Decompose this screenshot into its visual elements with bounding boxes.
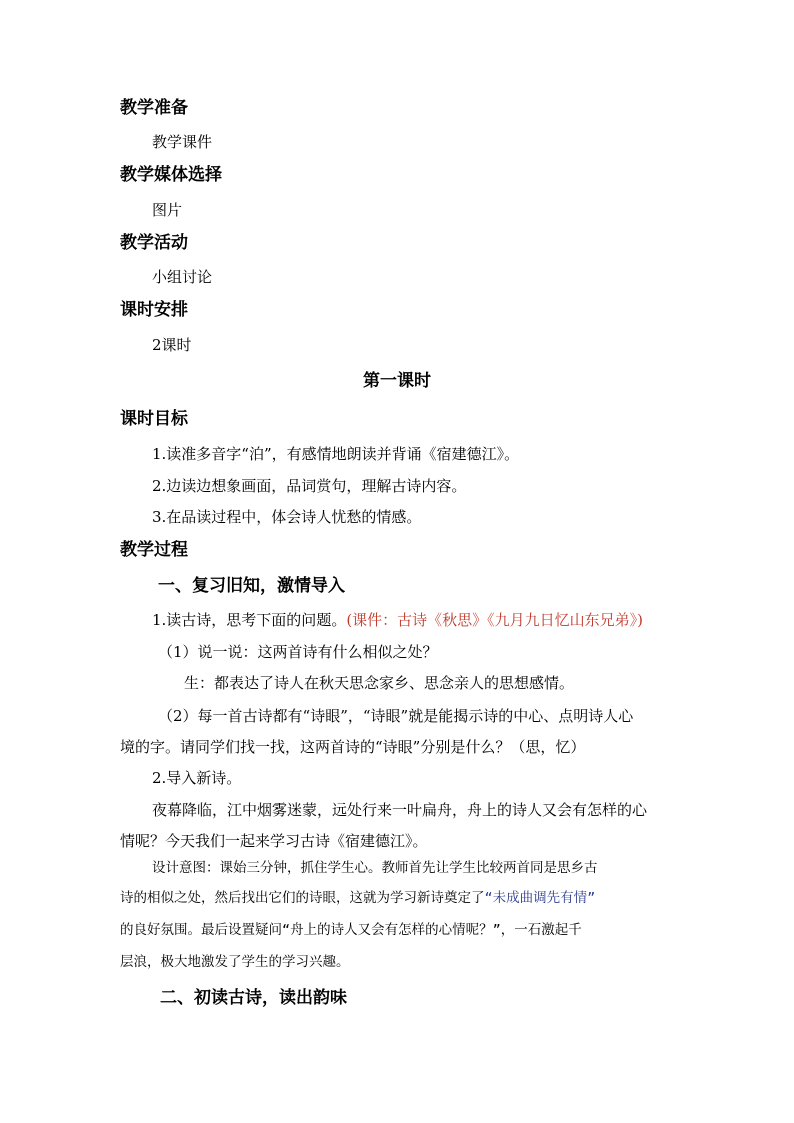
design-note-line: 层浪，极大地激发了学生的学习兴趣。 bbox=[120, 954, 350, 970]
lesson-title: 第一课时 bbox=[363, 371, 431, 391]
goal-item: 3.在品读过程中，体会诗人忧愁的情感。 bbox=[152, 508, 422, 526]
goal-item: 2.边读边想象画面，品词赏句，理解古诗内容。 bbox=[152, 477, 467, 495]
part1-heading: 一、复习旧知，激情导入 bbox=[158, 576, 345, 596]
goal-item: 1.读准多音字“泊”，有感情地朗读并背诵《宿建德江》。 bbox=[152, 445, 520, 463]
intro-paragraph-cont: 情呢？今天我们一起来学习古诗《宿建德江》。 bbox=[120, 832, 428, 850]
question-2: 2.导入新诗。 bbox=[152, 769, 242, 787]
question-1-sub-2: （2）每一首古诗都有“诗眼”，“诗眼”就是能揭示诗的中心、点明诗人心 bbox=[158, 707, 634, 725]
student-answer: 生：都表达了诗人在秋天思念家乡、思念亲人的思想感情。 bbox=[184, 674, 575, 692]
question-1-sub-2-cont: 境的字。请同学们找一找，这两首诗的“诗眼”分别是什么？（思，忆） bbox=[120, 738, 586, 756]
schedule-text: 2课时 bbox=[152, 336, 192, 354]
question-1 bbox=[152, 609, 643, 631]
prep-text: 教学课件 bbox=[152, 133, 213, 151]
media-text: 图片 bbox=[152, 201, 183, 219]
design-note-quote: “未成曲调先有情” bbox=[484, 890, 596, 906]
process-heading: 教学过程 bbox=[120, 540, 188, 560]
activity-heading: 教学活动 bbox=[120, 233, 188, 253]
schedule-heading: 课时安排 bbox=[120, 300, 188, 320]
design-note-line: 设计意图：课始三分钟，抓住学生心。教师首先让学生比较两首同是思乡古 bbox=[152, 860, 598, 876]
design-note-line: 的良好氛围。最后设置疑问“舟上的诗人又会有怎样的心情呢？”，一石激起千 bbox=[120, 922, 582, 938]
intro-paragraph: 夜幕降临，江中烟雾迷蒙，远处行来一叶扁舟，舟上的诗人又会有怎样的心 bbox=[152, 801, 648, 819]
question-1-sub-1: （1）说一说：这两首诗有什么相似之处？ bbox=[158, 643, 438, 661]
question-1-lead: 1.读古诗，思考下面的问题。 bbox=[152, 611, 347, 629]
design-note-line bbox=[120, 887, 595, 909]
prep-heading: 教学准备 bbox=[120, 98, 188, 118]
goals-heading: 课时目标 bbox=[120, 409, 188, 429]
courseware-note: (课件：古诗《秋思》《九月九日忆山东兄弟》) bbox=[346, 611, 644, 629]
media-heading: 教学媒体选择 bbox=[120, 165, 222, 185]
design-note-text: 诗的相似之处，然后找出它们的诗眼，这就为学习新诗奠定了 bbox=[120, 890, 485, 906]
part2-heading: 二、初读古诗，读出韵味 bbox=[160, 988, 347, 1008]
activity-text: 小组讨论 bbox=[152, 268, 213, 286]
